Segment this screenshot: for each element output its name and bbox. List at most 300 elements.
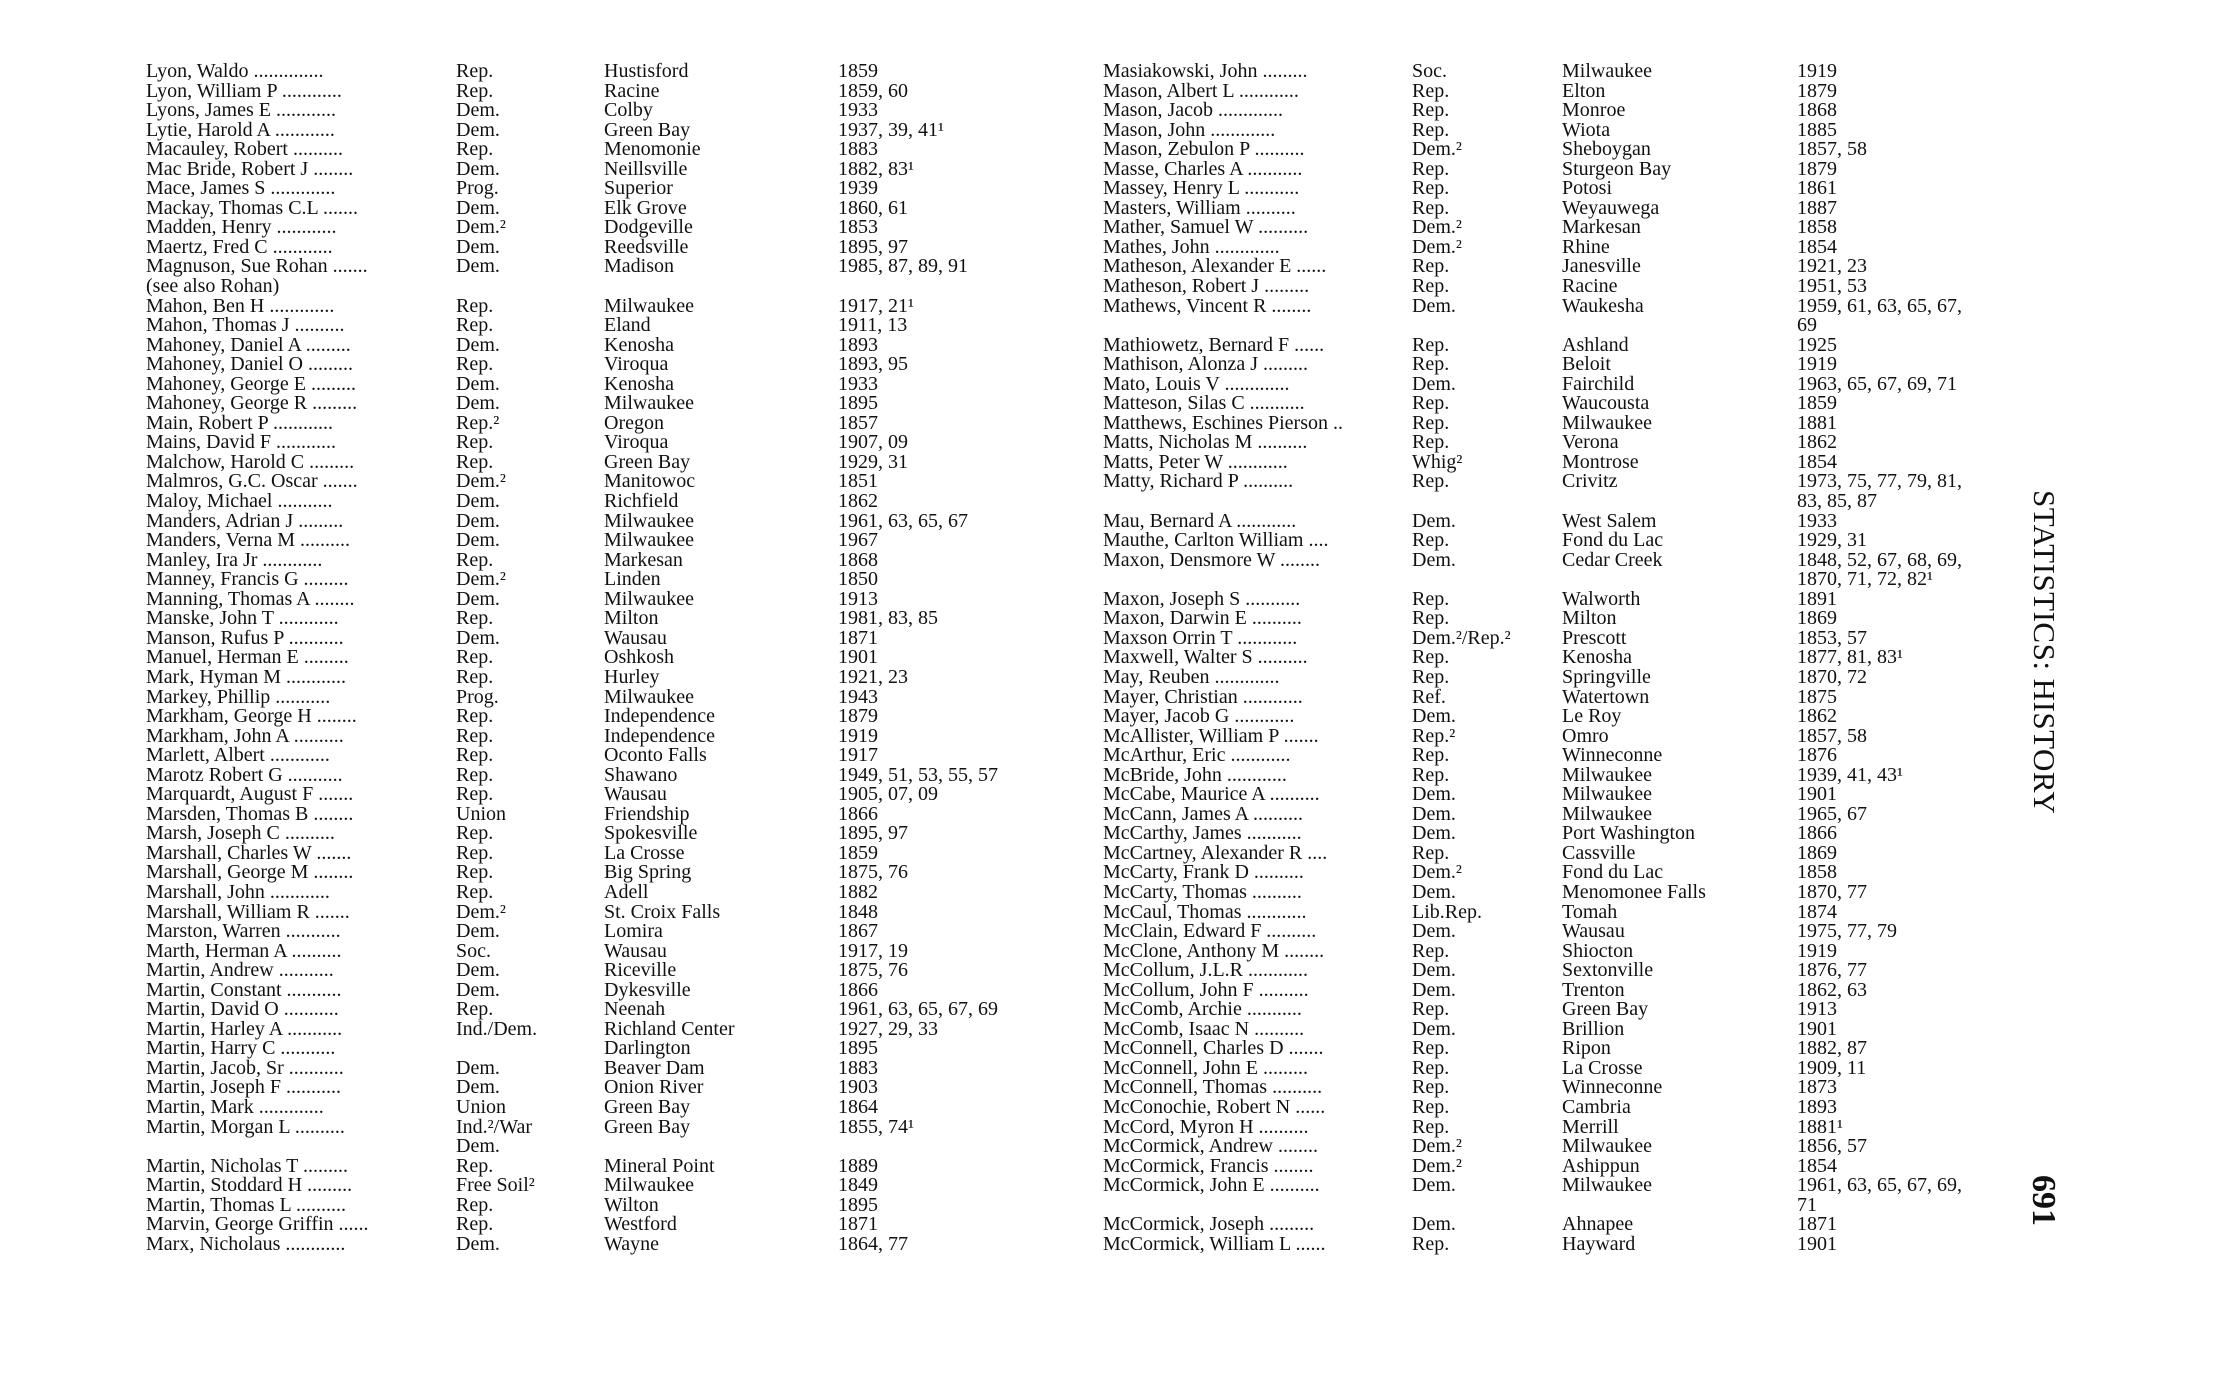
roster-row [146, 1232, 1046, 1255]
member-party: Rep. [456, 79, 494, 102]
member-name: Manson, Rufus P ........... [146, 626, 344, 649]
member-party: Rep. [456, 880, 494, 903]
member-residence: Green Bay [604, 1095, 691, 1118]
member-residence: Sturgeon Bay [1562, 157, 1672, 180]
member-residence: Markesan [604, 548, 683, 571]
member-years: 1870, 77 [1797, 880, 1867, 903]
member-residence: Fond du Lac [1562, 861, 1664, 884]
member-residence: Friendship [604, 802, 690, 825]
member-name: Martin, David O ........... [146, 998, 339, 1021]
member-residence: Trenton [1562, 978, 1625, 1001]
roster-row [146, 1095, 1046, 1118]
member-residence: Wausau [604, 939, 667, 962]
member-residence: Ahnapee [1562, 1213, 1634, 1236]
member-years: 1973, 75, 77, 79, 81, [1797, 470, 1962, 493]
member-residence: Cassville [1562, 841, 1636, 864]
member-years: 1963, 65, 67, 69, 71 [1797, 372, 1957, 395]
member-name: Mathes, John ............. [1103, 235, 1280, 258]
member-name: Martin, Nicholas T ......... [146, 1154, 349, 1177]
member-name: Manske, John T ............ [146, 607, 339, 630]
member-years: 1943 [838, 685, 878, 708]
member-years: 1917, 21¹ [838, 294, 914, 317]
member-residence: Beaver Dam [604, 1056, 705, 1079]
member-years: 1868 [838, 548, 878, 571]
member-party: Dem. [1412, 959, 1456, 982]
member-party: Dem. [456, 978, 500, 1001]
member-name: Mau, Bernard A ............ [1103, 509, 1297, 532]
member-residence: Big Spring [604, 861, 692, 884]
member-name: Marsh, Joseph C .......... [146, 822, 335, 845]
member-party: Rep. [456, 138, 494, 161]
member-residence: Winneconne [1562, 744, 1663, 767]
member-years: 1853, 57 [1797, 626, 1867, 649]
member-residence: Linden [604, 568, 661, 591]
roster-row [146, 179, 1046, 199]
member-name: Masse, Charles A ........... [1103, 157, 1303, 180]
member-name: Marquardt, August F ....... [146, 783, 354, 806]
roster-row [146, 880, 1046, 903]
member-years: 1860, 61 [838, 196, 908, 219]
member-name: Mace, James S ............. [146, 177, 336, 200]
member-residence: Neillsville [604, 157, 688, 180]
member-name: Malchow, Harold C ......... [146, 450, 355, 473]
member-residence: Milwaukee [1562, 1174, 1652, 1197]
member-party: Dem. [1412, 1174, 1456, 1197]
member-name: Manders, Verna M .......... [146, 529, 351, 552]
member-party: Dem. [456, 959, 500, 982]
member-party: Dem. [1412, 978, 1456, 1001]
member-residence: Sextonville [1562, 959, 1654, 982]
member-residence: Springville [1562, 665, 1651, 688]
member-party: Dem. [1412, 294, 1456, 317]
roster-row [1103, 277, 2043, 297]
roster-row [1103, 492, 2043, 512]
member-residence: Onion River [604, 1076, 704, 1099]
member-party: Dem. [456, 587, 500, 610]
member-party: Dem. [1412, 548, 1456, 571]
member-residence: Elk Grove [604, 196, 687, 219]
member-name: McConnell, John E ......... [1103, 1056, 1308, 1079]
member-years: 71 [1797, 1193, 1817, 1216]
member-party: Dem. [1412, 705, 1456, 728]
member-party: Dem. [1412, 509, 1456, 532]
member-residence: La Crosse [1562, 1056, 1643, 1079]
member-residence: Winneconne [1562, 1076, 1663, 1099]
member-name: Mason, John ............. [1103, 118, 1276, 141]
member-years: 1849 [838, 1174, 878, 1197]
member-years: 1905, 07, 09 [838, 783, 938, 806]
member-party: Rep. [1412, 744, 1450, 767]
member-name: Manuel, Herman E ......... [146, 646, 349, 669]
member-name: May, Reuben ............. [1103, 665, 1280, 688]
member-party: Rep. [1412, 665, 1450, 688]
member-residence: Kenosha [604, 333, 674, 356]
member-years: 1862 [838, 490, 878, 513]
member-name: Mason, Zebulon P .......... [1103, 138, 1305, 161]
member-years: 1881¹ [1797, 1115, 1843, 1138]
member-residence: Shawano [604, 763, 678, 786]
member-name: McCormick, Joseph ......... [1103, 1213, 1315, 1236]
member-years: 1907, 09 [838, 431, 908, 454]
member-party: Dem. [456, 235, 500, 258]
member-years: 1871 [838, 1213, 878, 1236]
roster-row [146, 140, 1046, 160]
member-name: Mark, Hyman M ............ [146, 665, 346, 688]
roster-row [146, 62, 1046, 82]
member-name: Manning, Thomas A ........ [146, 587, 355, 610]
member-residence: Milwaukee [604, 1174, 694, 1197]
member-residence: Le Roy [1562, 705, 1622, 728]
member-name: Markham, John A .......... [146, 724, 344, 747]
member-party: Dem. [456, 920, 500, 943]
member-party: Rep. [1412, 333, 1450, 356]
member-residence: Beloit [1562, 353, 1611, 376]
right-roster-column [1103, 62, 2043, 1254]
member-residence: Ashland [1562, 333, 1629, 356]
member-name: McCaul, Thomas ............ [1103, 900, 1307, 923]
member-residence: Verona [1562, 431, 1619, 454]
roster-row [146, 1215, 1046, 1235]
member-party: Dem. [456, 157, 500, 180]
member-party: Dem. [456, 1056, 500, 1079]
member-residence: St. Croix Falls [604, 900, 721, 923]
member-name: Maertz, Fred C ............ [146, 235, 333, 258]
member-years: 1921, 23 [838, 665, 908, 688]
member-residence: Milwaukee [1562, 763, 1652, 786]
member-party: Prog. [456, 177, 499, 200]
roster-row [146, 394, 1046, 414]
member-name: Mason, Jacob ............. [1103, 99, 1283, 122]
member-years: 1868 [1797, 99, 1837, 122]
member-party: Rep. [456, 431, 494, 454]
member-name: Mathiowetz, Bernard F ...... [1103, 333, 1325, 356]
member-party: Dem.² [1412, 235, 1462, 258]
member-name: Masiakowski, John ......... [1103, 60, 1308, 82]
member-name: Marth, Herman A .......... [146, 939, 342, 962]
member-party: Rep. [456, 861, 494, 884]
member-party: Rep. [1412, 177, 1450, 200]
member-name: McConochie, Robert N ...... [1103, 1095, 1326, 1118]
running-head: STATISTICS: HISTORY [2027, 490, 2062, 815]
member-residence: Green Bay [604, 450, 691, 473]
member-residence: Waukesha [1562, 294, 1644, 317]
roster-row [146, 1137, 1046, 1157]
member-years: 1893 [838, 333, 878, 356]
member-name: Matheson, Robert J ......... [1103, 275, 1310, 298]
member-party: Rep. [456, 1193, 494, 1216]
member-residence: Ripon [1562, 1037, 1611, 1060]
roster-row [1103, 707, 2043, 727]
member-residence: Independence [604, 724, 716, 747]
roster-row [1103, 140, 2043, 160]
member-residence: Westford [604, 1213, 677, 1236]
member-years: 1861 [1797, 177, 1837, 200]
member-years: 1858 [1797, 216, 1837, 239]
member-years: 1869 [1797, 841, 1837, 864]
member-party: Dem. [1412, 920, 1456, 943]
member-party: Ind./Dem. [456, 1017, 538, 1040]
member-party: Rep. [1412, 1115, 1450, 1138]
roster-row [146, 355, 1046, 375]
roster-row [146, 218, 1046, 238]
member-party: Rep. [1412, 646, 1450, 669]
member-party: Dem. [456, 196, 500, 219]
member-name: McCollum, J.L.R ............ [1103, 959, 1309, 982]
member-residence: Green Bay [1562, 998, 1649, 1021]
member-residence: Menomonee Falls [1562, 880, 1706, 903]
member-name: Martin, Harley A ........... [146, 1017, 343, 1040]
member-years: 1959, 61, 63, 65, 67, [1797, 294, 1962, 317]
member-name: McCollum, John F .......... [1103, 978, 1309, 1001]
member-name: Mains, David F ............ [146, 431, 336, 454]
member-years: 1857, 58 [1797, 724, 1867, 747]
member-name: McAllister, William P ....... [1103, 724, 1319, 747]
member-years: 1875 [1797, 685, 1837, 708]
member-years: 1965, 67 [1797, 802, 1867, 825]
member-name: McCarty, Thomas .......... [1103, 880, 1302, 903]
roster-row [146, 1115, 1046, 1138]
member-years: 1854 [1797, 450, 1837, 473]
member-years: 83, 85, 87 [1797, 490, 1877, 513]
member-residence: Potosi [1562, 177, 1613, 200]
member-party: Rep. [1412, 79, 1450, 102]
member-name: McCarty, Frank D .......... [1103, 861, 1304, 884]
member-name: McComb, Archie ........... [1103, 998, 1302, 1021]
member-name: Marshall, William R ....... [146, 900, 350, 923]
member-years: 1961, 63, 65, 67, 69 [838, 998, 998, 1021]
member-party: Dem. [1412, 802, 1456, 825]
member-residence: Milwaukee [604, 392, 694, 415]
member-residence: Adell [604, 880, 649, 903]
member-residence: Dodgeville [604, 216, 693, 239]
member-party: Rep. [456, 646, 494, 669]
member-party: Rep. [1412, 607, 1450, 630]
member-residence: Kenosha [1562, 646, 1632, 669]
member-party: Ref. [1412, 685, 1446, 708]
roster-row [1103, 961, 2043, 981]
member-residence: Manitowoc [604, 470, 696, 493]
member-years: 1961, 63, 65, 67, 69, [1797, 1174, 1962, 1197]
member-name: Manley, Ira Jr ............ [146, 548, 323, 571]
roster-row [1103, 179, 2043, 199]
roster-row [1103, 785, 2043, 805]
roster-row [146, 101, 1046, 121]
roster-row [1103, 531, 2043, 551]
member-years: 1866 [838, 978, 878, 1001]
roster-row [1103, 1137, 2043, 1157]
member-years: 1882 [838, 880, 878, 903]
member-name: Mahoney, George R ......... [146, 392, 358, 415]
member-residence: La Crosse [604, 841, 685, 864]
member-name: McConnell, Charles D ....... [1103, 1037, 1324, 1060]
member-years: 1919 [1797, 939, 1837, 962]
member-name: Mather, Samuel W .......... [1103, 216, 1309, 239]
member-years: 1883 [838, 1056, 878, 1079]
member-years: 1919 [838, 724, 878, 747]
member-residence: Milwaukee [1562, 1135, 1652, 1158]
member-years: 1881 [1797, 411, 1837, 434]
member-years: 1893, 95 [838, 353, 908, 376]
member-years: 1937, 39, 41¹ [838, 118, 944, 141]
member-years: 1876 [1797, 744, 1837, 767]
member-residence: Richland Center [604, 1017, 735, 1040]
member-years: 1985, 87, 89, 91 [838, 255, 968, 278]
member-party: Union [456, 802, 506, 825]
member-name: Madden, Henry ............ [146, 216, 337, 239]
member-name: Marshall, George M ........ [146, 861, 354, 884]
member-name: Maxon, Darwin E .......... [1103, 607, 1302, 630]
roster-row [146, 746, 1046, 766]
member-years: 1929, 31 [838, 450, 908, 473]
member-residence: Wayne [604, 1232, 660, 1255]
member-residence: Watertown [1562, 685, 1650, 708]
member-name: Martin, Stoddard H ......... [146, 1174, 353, 1197]
member-years: 1862, 63 [1797, 978, 1867, 1001]
member-name: Martin, Andrew ........... [146, 959, 334, 982]
member-party: Rep. [1412, 939, 1450, 962]
member-name: Manney, Francis G ......... [146, 568, 349, 591]
member-residence: Green Bay [604, 118, 691, 141]
member-party: Rep. [1412, 157, 1450, 180]
member-name: Marvin, George Griffin ...... [146, 1213, 369, 1236]
member-party: Dem. [456, 333, 500, 356]
member-years: 1917 [838, 744, 878, 767]
member-party: Rep. [1412, 99, 1450, 122]
member-name: Maxwell, Walter S .......... [1103, 646, 1308, 669]
member-name: Mahon, Ben H ............. [146, 294, 335, 317]
member-residence: Colby [604, 99, 653, 122]
roster-row [146, 922, 1046, 942]
member-residence: Eland [604, 314, 651, 337]
member-name: Mackay, Thomas C.L ....... [146, 196, 359, 219]
member-party: Rep. [456, 763, 494, 786]
member-name: Mayer, Christian ............ [1103, 685, 1303, 708]
member-party: Rep. [456, 744, 494, 767]
member-years: 1873 [1797, 1076, 1837, 1099]
member-residence: Tomah [1562, 900, 1618, 923]
member-name: Martin, Harry C ........... [146, 1037, 336, 1060]
member-residence: Milwaukee [604, 529, 694, 552]
member-name: McBride, John ............ [1103, 763, 1287, 786]
member-years: 1856, 57 [1797, 1135, 1867, 1158]
member-name: Mac Bride, Robert J ........ [146, 157, 354, 180]
member-name: Martin, Thomas L .......... [146, 1193, 346, 1216]
member-years: 1895 [838, 392, 878, 415]
member-name: Matty, Richard P .......... [1103, 470, 1294, 493]
member-party: Dem. [456, 509, 500, 532]
member-name: Mahoney, Daniel O ......... [146, 353, 353, 376]
member-name: Marshall, Charles W ....... [146, 841, 352, 864]
member-party: Rep. [456, 294, 494, 317]
roster-row [1103, 294, 2043, 317]
member-years: 1911, 13 [838, 314, 908, 337]
member-party: Rep. [456, 1154, 494, 1177]
member-years: 1933 [838, 99, 878, 122]
member-years: 1859 [838, 841, 878, 864]
member-party: Rep. [1412, 470, 1450, 493]
member-party: Dem. [456, 118, 500, 141]
member-residence: Kenosha [604, 372, 674, 395]
member-name: Main, Robert P ............ [146, 411, 334, 434]
member-years: 1951, 53 [1797, 275, 1867, 298]
member-residence: Markesan [1562, 216, 1641, 239]
member-name: McCormick, Francis ........ [1103, 1154, 1314, 1177]
member-party: Dem. [456, 1135, 500, 1158]
member-name: Mason, Albert L ............ [1103, 79, 1299, 102]
member-name: McCarthy, James ........... [1103, 822, 1302, 845]
member-party: Rep. [1412, 411, 1450, 434]
member-name: Mauthe, Carlton William .... [1103, 529, 1329, 552]
roster-row [1103, 1176, 2043, 1196]
member-name: Masters, William .......... [1103, 196, 1296, 219]
member-residence: Oconto Falls [604, 744, 707, 767]
member-residence: West Salem [1562, 509, 1657, 532]
member-party: Dem. [1412, 783, 1456, 806]
member-name: Markham, George H ........ [146, 705, 357, 728]
member-name: Matthews, Eschines Pierson .. [1103, 411, 1343, 434]
member-years: 1854 [1797, 235, 1837, 258]
member-party: Rep. [1412, 353, 1450, 376]
member-years: 1901 [1797, 1017, 1837, 1040]
member-name: Lytie, Harold A ............ [146, 118, 335, 141]
member-name: Mahoney, Daniel A ......... [146, 333, 351, 356]
member-years: 1848, 52, 67, 68, 69, [1797, 548, 1962, 571]
roster-row [146, 570, 1046, 590]
member-party: Rep. [456, 353, 494, 376]
member-party: Dem. [1412, 1017, 1456, 1040]
member-residence: Janesville [1562, 255, 1641, 278]
member-party: Rep. [456, 60, 494, 82]
member-party: Union [456, 1095, 506, 1118]
roster-row [1103, 355, 2043, 375]
roster-row [146, 277, 1046, 297]
member-years: 1864, 77 [838, 1232, 908, 1255]
roster-row [1103, 609, 2043, 629]
member-name: McCabe, Maurice A .......... [1103, 783, 1320, 806]
roster-row [1103, 218, 2043, 238]
member-name: Marsden, Thomas B ........ [146, 802, 354, 825]
roster-row [1103, 394, 2043, 414]
member-years: 1895 [838, 1193, 878, 1216]
member-residence: Wausau [604, 783, 667, 806]
member-party: Rep. [456, 705, 494, 728]
member-residence: Rhine [1562, 235, 1610, 258]
member-residence: Milwaukee [604, 587, 694, 610]
member-name: McCord, Myron H .......... [1103, 1115, 1309, 1138]
member-party: Rep. [1412, 841, 1450, 864]
member-residence: Madison [604, 255, 674, 278]
member-years: 1866 [1797, 822, 1837, 845]
roster-row [146, 257, 1046, 277]
member-party: Rep. [1412, 1037, 1450, 1060]
member-name: Martin, Joseph F ........... [146, 1076, 341, 1099]
member-years: 1933 [838, 372, 878, 395]
member-years: 1975, 77, 79 [1797, 920, 1897, 943]
member-party: Rep. [456, 998, 494, 1021]
roster-row [1103, 880, 2043, 903]
member-years: 1850 [838, 568, 878, 591]
member-name: Mato, Louis V ............. [1103, 372, 1290, 395]
member-name: McCann, James A .......... [1103, 802, 1303, 825]
member-residence: Green Bay [604, 1115, 691, 1138]
member-years: 1893 [1797, 1095, 1837, 1118]
member-residence: Milwaukee [1562, 411, 1652, 434]
member-residence: Milwaukee [604, 509, 694, 532]
member-name: McCartney, Alexander R .... [1103, 841, 1328, 864]
member-residence: Wausau [604, 626, 667, 649]
roster-row [146, 1039, 1046, 1059]
member-residence: Brillion [1562, 1017, 1625, 1040]
